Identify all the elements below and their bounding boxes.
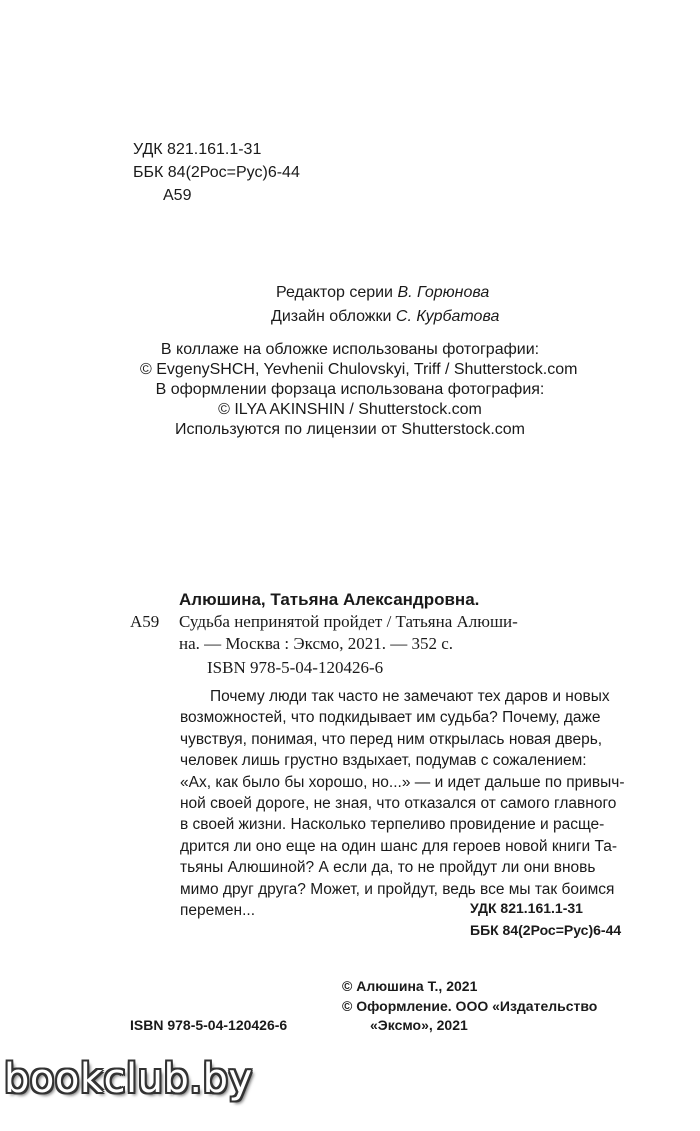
- photo-notice: [140, 340, 578, 440]
- classification-udk: УДК 821.161.1-31: [470, 900, 583, 916]
- annotation-line: тьяны Алюшиной? А если да, то не пройдут ли они вновь: [180, 859, 596, 877]
- annotation-line: чувствуя, понимая, что перед ним открылась новая дверь,: [180, 730, 603, 748]
- biblio-title-line: Судьба непринятой пройдет / Татьяна Алюши-: [179, 612, 518, 631]
- watermark-bookclub: bookclub.by: [4, 1056, 253, 1102]
- copyright-publisher: «Эксмо», 2021: [370, 1017, 468, 1033]
- annotation-line: «Ах, как было бы хорошо, но...» — и идет дальше по привыч-: [180, 773, 625, 791]
- photo-notice-line: © ILYA AKINSHIN / Shutterstock.com: [218, 401, 482, 418]
- cover-design-line: [271, 307, 499, 327]
- photo-notice-line: Используются по лицензии от Shutterstock.com: [174, 421, 526, 438]
- editor-name: В. Горюнова: [397, 284, 490, 301]
- copyright-design: © Оформление. ООО «Издательство: [342, 998, 598, 1014]
- annotation: [180, 686, 625, 921]
- biblio-title-line: на. — Москва : Эксмо, 2021. — 352 с.: [179, 634, 454, 653]
- photo-notice-line: В коллаже на обложке использованы фотографии:: [160, 341, 540, 358]
- classification-bbk: ББК 84(2Рос=Рус)6-44: [470, 922, 622, 938]
- header-code: А59: [163, 187, 192, 204]
- annotation-line: мимо друг друга? Может, и пройдут, ведь все мы так боимся: [180, 880, 615, 898]
- editor-label: Редактор серии: [276, 284, 393, 301]
- annotation-line: перемен...: [180, 902, 256, 920]
- design-name: С. Курбатова: [395, 308, 500, 325]
- biblio-isbn: ISBN 978-5-04-120426-6: [207, 658, 384, 677]
- annotation-line: человек лишь грустно вздыхает, подумав с сожалением:: [180, 752, 587, 770]
- biblio-author: Алюшина, Татьяна Александровна.: [179, 590, 480, 609]
- photo-notice-line: © EvgenySHCH, Yevhenii Chulovskyi, Triff / Shutterstock.com: [140, 361, 578, 378]
- annotation-line: возможностей, что подкидывает им судьба? Почему, даже: [180, 709, 601, 727]
- series-editor-line: [276, 283, 489, 303]
- annotation-line: в своей жизни. Насколько терпеливо провидение и расще-: [180, 816, 605, 834]
- header-udk: УДК 821.161.1-31: [133, 141, 262, 158]
- design-label: Дизайн обложки: [271, 308, 392, 325]
- annotation-line: дрится ли оно еще на один шанс для героев новой книги Та-: [180, 837, 618, 855]
- annotation-line: Почему люди так часто не замечают тех даров и новых: [210, 688, 610, 705]
- biblio-code: А59: [130, 612, 160, 631]
- copyright-isbn: ISBN 978-5-04-120426-6: [130, 1017, 288, 1033]
- copyright-author: © Алюшина Т., 2021: [342, 978, 478, 994]
- header-bbk: ББК 84(2Рос=Рус)6-44: [133, 164, 300, 181]
- annotation-line: ной своей дороге, не зная, что отказался от самого главного: [180, 795, 617, 813]
- photo-notice-line: В оформлении форзаца использована фотография:: [155, 381, 545, 398]
